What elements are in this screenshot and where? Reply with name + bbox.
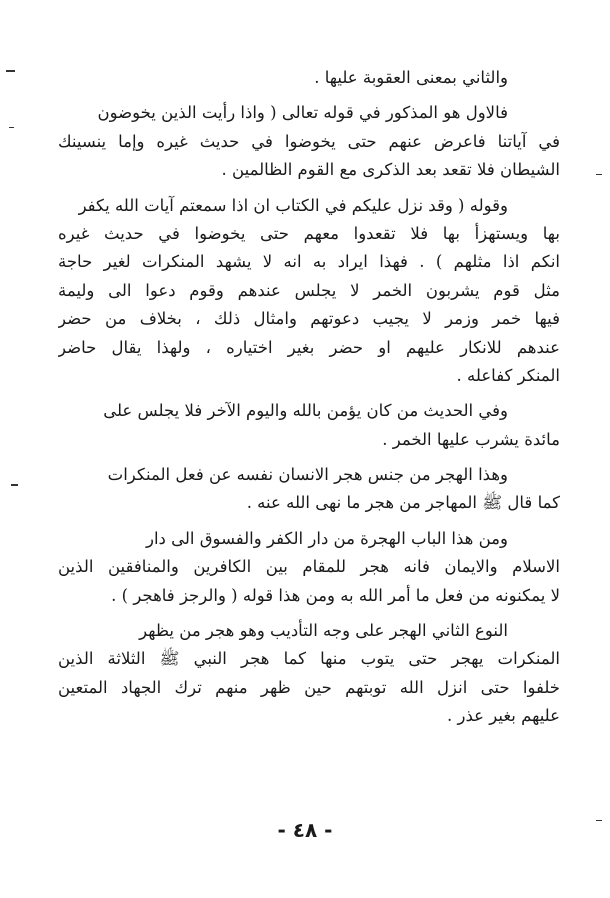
text-line: عليهم بغير عذر . <box>447 706 560 726</box>
text-line: المنكرات يهجر حتى يتوب منها كما هجر النبي ﷺ الثلاثة الذين <box>58 649 560 669</box>
text-line: بها ويستهزأ بها فلا تقعدوا معهم حتى يخوضوا في حديث غيره <box>58 223 560 243</box>
page-body <box>58 64 560 731</box>
text-line: وهذا الهجر من جنس هجر الانسان نفسه عن فعل المنكرات <box>107 465 508 485</box>
text-line: كما قال ﷺ المهاجر من هجر ما نهى الله عنه . <box>246 493 560 513</box>
scan-artifact <box>11 484 18 486</box>
page-number: - ٤٨ - <box>277 818 333 842</box>
paragraph-gap <box>58 92 560 99</box>
text-line: مائدة يشرب عليها الخمر . <box>382 429 560 449</box>
text-line: خلفوا حتى انزل الله توبتهم حين ظهر منهم ترك الجهاد المتعين <box>58 677 560 697</box>
text-line: انكم اذا مثلهم ) . فهذا ايراد به انه لا يشهد المنكرات لغير حاجة <box>58 252 560 272</box>
text-line: مثل قوم يشربون الخمر لا يجلس عندهم وقوم دعوا الى وليمة <box>58 280 560 300</box>
text-line: وقوله ( وقد نزل عليكم في الكتاب ان اذا سمعتم آيات الله يكفر <box>78 195 508 215</box>
paragraph-gap <box>58 454 560 461</box>
paragraph-gap <box>58 185 560 192</box>
text-line: الاسلام والايمان فانه هجر للمقام بين الكافرين والمنافقين الذين <box>58 557 560 577</box>
scan-artifact <box>596 174 602 175</box>
text-line: عندهم للانكار عليهم او حضر بغير اختياره ، ولهذا يقال حاضر <box>58 337 560 357</box>
scan-artifact <box>6 70 15 72</box>
scan-artifact <box>9 127 14 128</box>
text-line: في آياتنا فاعرض عنهم حتى يخوضوا في حديث غيره وإما ينسينك <box>58 131 560 151</box>
text-line: لا يمكنونه من فعل ما أمر الله به ومن هذا قوله ( والرجز فاهجر ) . <box>111 585 560 605</box>
paragraph-gap <box>58 518 560 525</box>
scan-artifact <box>596 820 602 821</box>
text-line: النوع الثاني الهجر على وجه التأديب وهو هجر من يظهر <box>139 621 508 641</box>
text-line: الشيطان فلا تقعد بعد الذكرى مع القوم الظالمين . <box>221 160 560 180</box>
paragraph-gap <box>58 390 560 397</box>
text-line: فيها خمر وزمر لا يجيب دعوتهم وامثال ذلك ، بخلاف من حضر <box>58 309 560 329</box>
paragraph-gap <box>58 610 560 617</box>
text-line: وفي الحديث من كان يؤمن بالله واليوم الآخر فلا يجلس على <box>103 401 508 421</box>
text-line: ومن هذا الباب الهجرة من دار الكفر والفسوق الى دار <box>146 528 508 548</box>
text-line: المنكر كفاعله . <box>456 365 560 385</box>
text-line: والثاني بمعنى العقوبة عليها . <box>314 68 508 87</box>
text-line: فالاول هو المذكور في قوله تعالى ( واذا رأيت الذين يخوضون <box>97 103 508 123</box>
